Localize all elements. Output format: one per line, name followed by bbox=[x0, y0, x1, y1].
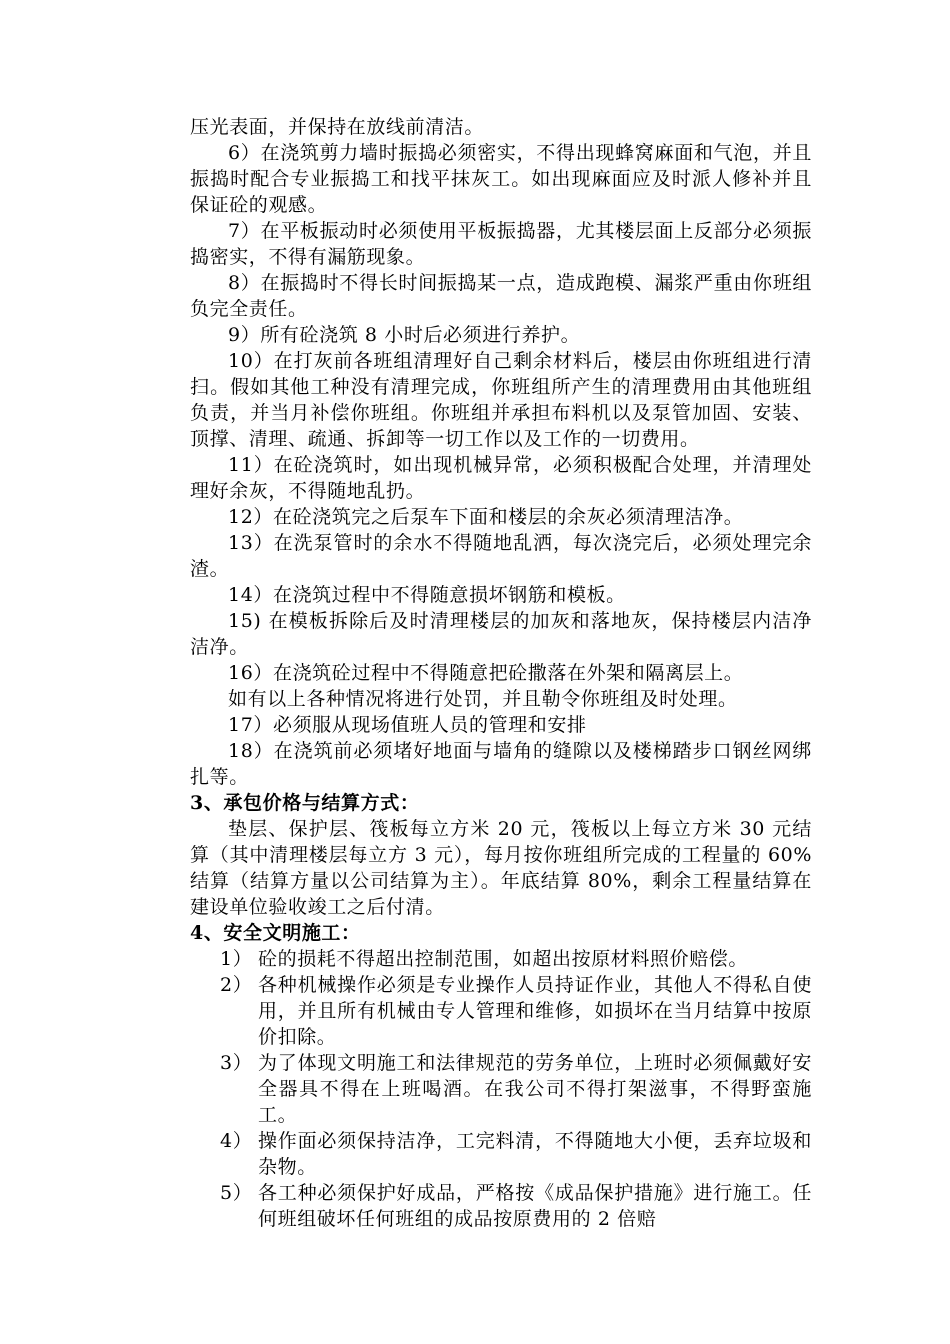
section-heading-safety: 4、安全文明施工： bbox=[190, 922, 361, 944]
requirement-paragraph: 15) 在模板拆除后及时清理楼层的加灰和落地灰，保持楼层内洁净洁净。 bbox=[190, 610, 812, 658]
safety-item-number: 2） bbox=[220, 974, 253, 996]
document-body bbox=[190, 114, 812, 1232]
requirement-paragraph: 压光表面，并保持在放线前清洁。 bbox=[190, 116, 485, 138]
requirement-paragraph: 12）在砼浇筑完之后泵车下面和楼层的余灰必须清理洁净。 bbox=[228, 506, 744, 528]
requirement-paragraph: 11）在砼浇筑时，如出现机械异常，必须积极配合处理，并清理处理好余灰，不得随地乱扔。 bbox=[190, 454, 812, 502]
requirement-paragraph: 13）在洗泵管时的余水不得随地乱洒，每次浇完后，必须处理完余渣。 bbox=[190, 532, 812, 580]
safety-item-text: 操作面必须保持洁净，工完料清，不得随地大小便，丢弃垃圾和杂物。 bbox=[258, 1130, 812, 1178]
requirement-paragraph: 10）在打灰前各班组清理好自己剩余材料后，楼层由你班组进行清扫。假如其他工种没有清理完成，你班组所产生的清理费用由其他班组负责，并当月补偿你班组。你班组并承担布料机以及泵管加固、安装、顶撑、清理、疏通、拆卸等一切工作以及工作的一切费用。 bbox=[190, 350, 812, 450]
safety-item bbox=[220, 946, 812, 972]
safety-item-text: 砼的损耗不得超出控制范围，如超出按原材料照价赔偿。 bbox=[258, 948, 749, 970]
requirement-paragraph: 7）在平板振动时必须使用平板振捣器，尤其楼层面上反部分必须振捣密实，不得有漏筋现象。 bbox=[190, 220, 812, 268]
pricing-paragraph: 垫层、保护层、筏板每立方米 20 元，筏板以上每立方米 30 元结算（其中清理楼层每立方 3 元），每月按你班组所完成的工程量的 60%结算（结算方量以公司结算为主）。年底结算 80%，剩余工程量结算在建设单位验收竣工之后付清。 bbox=[190, 818, 812, 918]
requirements-list bbox=[190, 114, 812, 790]
safety-item-number: 1） bbox=[220, 948, 253, 970]
safety-item-text: 为了体现文明施工和法律规范的劳务单位，上班时必须佩戴好安全器具不得在上班喝酒。在我公司不得打架滋事，不得野蛮施工。 bbox=[258, 1052, 812, 1126]
section-heading-pricing: 3、承包价格与结算方式： bbox=[190, 792, 420, 814]
requirement-paragraph: 6）在浇筑剪力墙时振捣必须密实，不得出现蜂窝麻面和气泡，并且振捣时配合专业振捣工和找平抹灰工。如出现麻面应及时派人修补并且保证砼的观感。 bbox=[190, 142, 812, 216]
requirement-paragraph: 如有以上各种情况将进行处罚，并且勒令你班组及时处理。 bbox=[228, 688, 738, 710]
safety-item-number: 3） bbox=[220, 1052, 253, 1074]
safety-item bbox=[220, 1128, 812, 1180]
requirement-paragraph: 8）在振捣时不得长时间振捣某一点，造成跑模、漏浆严重由你班组负完全责任。 bbox=[190, 272, 812, 320]
safety-item-text: 各工种必须保护好成品，严格按《成品保护措施》进行施工。任何班组破坏任何班组的成品按原费用的 2 倍赔 bbox=[258, 1182, 812, 1230]
requirement-paragraph: 16）在浇筑砼过程中不得随意把砼撒落在外架和隔离层上。 bbox=[228, 662, 744, 684]
safety-item-text: 各种机械操作必须是专业操作人员持证作业，其他人不得私自使用，并且所有机械由专人管理和维修，如损坏在当月结算中按原价扣除。 bbox=[258, 974, 812, 1048]
requirement-paragraph: 18）在浇筑前必须堵好地面与墙角的缝隙以及楼梯踏步口钢丝网绑扎等。 bbox=[190, 740, 812, 788]
requirement-paragraph: 9）所有砼浇筑 8 小时后必须进行养护。 bbox=[228, 324, 581, 346]
safety-list bbox=[220, 946, 812, 1232]
safety-item bbox=[220, 1180, 812, 1232]
safety-item-number: 4） bbox=[220, 1130, 253, 1152]
requirement-paragraph: 17）必须服从现场值班人员的管理和安排 bbox=[228, 714, 587, 736]
safety-item bbox=[220, 972, 812, 1050]
safety-item-number: 5） bbox=[220, 1182, 253, 1204]
safety-item bbox=[220, 1050, 812, 1128]
requirement-paragraph: 14）在浇筑过程中不得随意损坏钢筋和模板。 bbox=[228, 584, 626, 606]
